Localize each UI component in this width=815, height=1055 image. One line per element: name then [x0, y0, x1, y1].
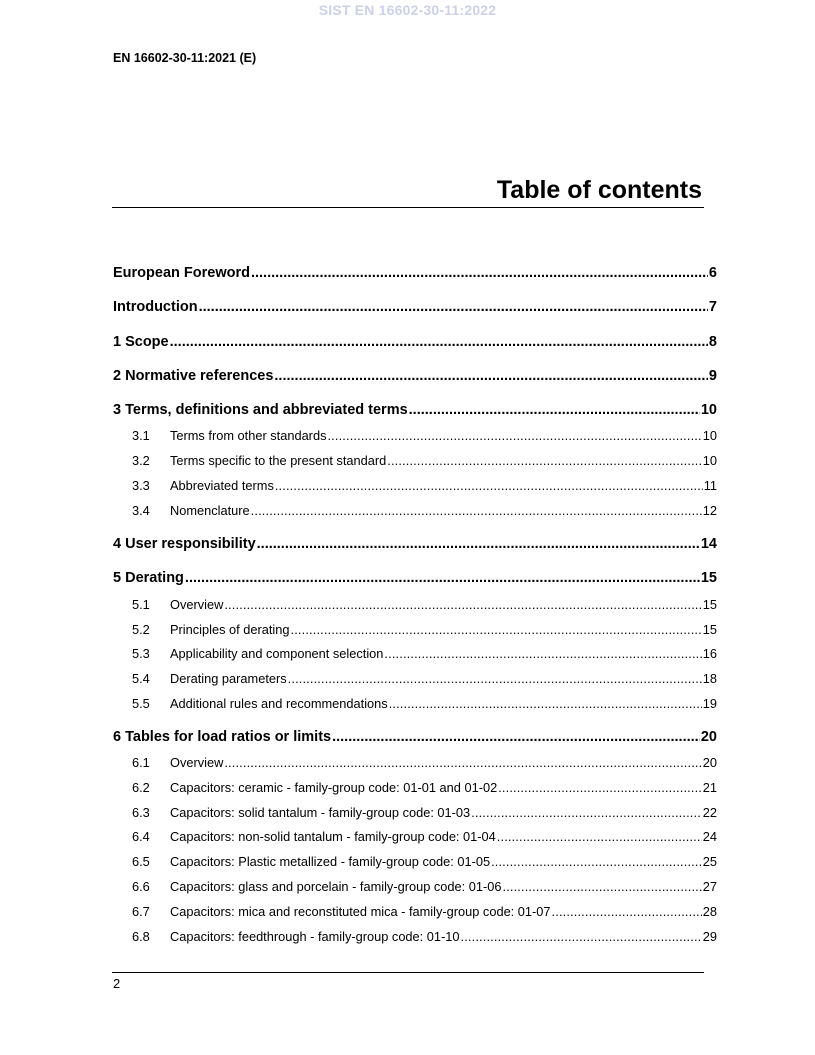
toc-entry-6-4[interactable]: 6.4 Capacitors: non-solid tantalum - family-group code: 01-04 ..... 24 — [132, 829, 717, 844]
toc-entry-5-1[interactable]: 5.1 Overview ..... 15 — [132, 597, 717, 612]
page-number: 2 — [113, 976, 121, 991]
toc-entry-introduction[interactable]: Introduction ..... 7 — [113, 299, 717, 315]
toc-entry-5-3[interactable]: 5.3 Applicability and component selection ..... 16 — [132, 646, 717, 661]
toc-entry-6-2[interactable]: 6.2 Capacitors: ceramic - family-group code: 01-01 and 01-02 ..... 21 — [132, 780, 717, 795]
page-title: Table of contents — [496, 176, 702, 204]
toc-entry-derating[interactable]: 5 Derating ..... 15 — [113, 570, 717, 586]
document-id: EN 16602-30-11:2021 (E) — [113, 51, 257, 65]
footer-divider — [112, 972, 704, 973]
toc-entry-6-8[interactable]: 6.8 Capacitors: feedthrough - family-group code: 01-10 ..... 29 — [132, 929, 717, 944]
toc-entry-3-1[interactable]: 3.1 Terms from other standards ..... 10 — [132, 428, 717, 443]
toc-entry-6-6[interactable]: 6.6 Capacitors: glass and porcelain - family-group code: 01-06 ..... 27 — [132, 879, 717, 894]
toc-entry-user-responsibility[interactable]: 4 User responsibility ..... 14 — [113, 536, 717, 552]
toc-entry-6-3[interactable]: 6.3 Capacitors: solid tantalum - family-group code: 01-03 ..... 22 — [132, 805, 717, 820]
toc-entry-6-5[interactable]: 6.5 Capacitors: Plastic metallized - family-group code: 01-05 ..... 25 — [132, 854, 717, 869]
toc-entry-5-2[interactable]: 5.2 Principles of derating ..... 15 — [132, 622, 717, 637]
toc-entry-scope[interactable]: 1 Scope ..... 8 — [113, 334, 717, 350]
title-divider — [112, 207, 704, 208]
toc-entry-tables-load-ratios[interactable]: 6 Tables for load ratios or limits ..... 20 — [113, 729, 717, 745]
toc-entry-3-3[interactable]: 3.3 Abbreviated terms ..... 11 — [132, 478, 717, 493]
watermark: SIST EN 16602-30-11:2022 — [318, 2, 497, 18]
toc-entry-3-4[interactable]: 3.4 Nomenclature ..... 12 — [132, 503, 717, 518]
toc-entry-6-7[interactable]: 6.7 Capacitors: mica and reconstituted mica - family-group code: 01-07 ..... 28 — [132, 904, 717, 919]
toc-entry-normative-references[interactable]: 2 Normative references ..... 9 — [113, 368, 717, 384]
toc-entry-european-foreword[interactable]: European Foreword ..... 6 — [113, 265, 717, 281]
toc-entry-5-4[interactable]: 5.4 Derating parameters ..... 18 — [132, 671, 717, 686]
toc-entry-5-5[interactable]: 5.5 Additional rules and recommendations ..... 19 — [132, 696, 717, 711]
toc-entry-terms-definitions[interactable]: 3 Terms, definitions and abbreviated terms ..... 10 — [113, 402, 717, 418]
toc-entry-3-2[interactable]: 3.2 Terms specific to the present standard ..... 10 — [132, 453, 717, 468]
toc-entry-6-1[interactable]: 6.1 Overview ..... 20 — [132, 755, 717, 770]
